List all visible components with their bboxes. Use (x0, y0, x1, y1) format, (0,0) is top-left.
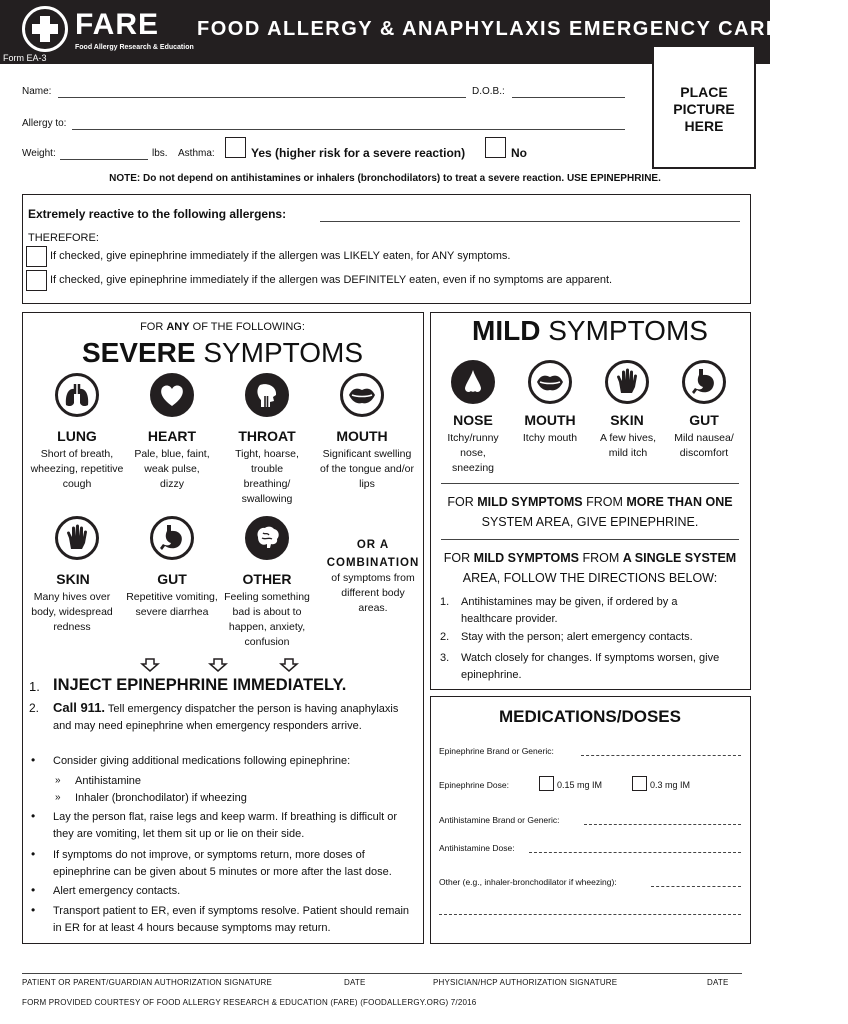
severe-area-desc: Repetitive vomiting, severe diarrhea (126, 591, 218, 618)
picture-label-line-1: PLACE (680, 84, 728, 100)
mouth-icon (528, 360, 572, 404)
mild-title: MILD SYMPTOMS (472, 315, 708, 346)
therefore-label: THEREFORE: (28, 232, 99, 244)
picture-placeholder[interactable] (652, 45, 756, 169)
sub-bullet-text: Antihistamine (75, 775, 142, 787)
mild-area-title: MOUTH (524, 412, 576, 428)
mild-area-title: SKIN (610, 412, 644, 428)
severe-area-desc: Pale, blue, faint, weak pulse, dizzy (134, 448, 210, 490)
page-title: FOOD ALLERGY & ANAPHYLAXIS EMERGENCY CARE PLAN (197, 18, 848, 40)
allergen-heading: Extremely reactive to the following allergens: (28, 207, 287, 221)
dose-015-checkbox[interactable] (539, 776, 554, 791)
epinephrine-brand-label: Epinephrine Brand or Generic: (439, 746, 554, 756)
down-arrow-icon (209, 658, 227, 672)
direction-number: 3. (440, 652, 450, 664)
allergy-to-field[interactable] (72, 129, 625, 130)
mild-area-desc: Itchy mouth (522, 432, 578, 444)
antihistamine-dose-field[interactable] (529, 852, 741, 853)
bullet: • (31, 753, 36, 767)
asthma-no-label: No (511, 146, 527, 160)
mild-symptoms-section (430, 312, 751, 690)
bullet: • (31, 809, 36, 823)
weight-label: Weight: (22, 148, 56, 159)
name-field[interactable] (58, 97, 466, 98)
step-2-text: Call 911. Tell emergency dispatcher the person is having anaphylaxis and may need epinephrine when emergency responders arrive. (53, 700, 399, 732)
lungs-icon (55, 373, 99, 417)
definitely-eaten-label: If checked, give epinephrine immediately if the allergen was DEFINITELY eaten, even if no symptoms are apparent. (50, 274, 613, 286)
hand-icon (55, 516, 99, 560)
antihistamine-brand-label: Antihistamine Brand or Generic: (439, 815, 560, 825)
for-any-heading: FOR ANY OF THE FOLLOWING: (140, 321, 305, 333)
direction-number: 1. (440, 596, 450, 608)
mild-area-desc: A few hives, mild itch (599, 432, 657, 459)
dob-field[interactable] (512, 97, 625, 98)
asthma-yes-checkbox[interactable] (225, 137, 246, 158)
heart-icon (150, 373, 194, 417)
severe-area-title: LUNG (57, 428, 97, 444)
physician-signature-label: PHYSICIAN/HCP AUTHORIZATION SIGNATURE (433, 978, 618, 987)
single-system-instruction: FOR MILD SYMPTOMS FROM A SINGLE SYSTEM AREA, FOLLOW THE DIRECTIONS BELOW: (443, 551, 737, 585)
picture-label-line-3: HERE (684, 118, 724, 134)
severe-area-title: OTHER (242, 571, 292, 587)
severe-area-title: MOUTH (336, 428, 388, 444)
divider (441, 539, 739, 540)
dose-03-checkbox[interactable] (632, 776, 647, 791)
picture-label-line-2: PICTURE (673, 101, 735, 117)
dob-label: D.O.B.: (472, 86, 505, 97)
bullet: • (31, 847, 36, 861)
fare-logo-icon (22, 6, 68, 52)
antihistamine-brand-field[interactable] (584, 824, 741, 825)
signature-line[interactable] (22, 973, 742, 974)
severe-area-desc: Tight, hoarse, trouble breathing/ swallowing (235, 448, 299, 505)
other-medication-field-2[interactable] (439, 914, 741, 915)
bullet-text: Alert emergency contacts. (53, 885, 181, 897)
bullet: • (31, 883, 36, 897)
bullet-text: Lay the person flat, raise legs and keep warm. If breathing is difficult or they are vomiting, let them sit up or lie on their side. (53, 811, 398, 840)
sub-bullet-marker: » (55, 775, 61, 786)
dose-015-label: 0.15 mg IM (557, 780, 603, 790)
direction-text: Stay with the person; alert emergency contacts. (461, 631, 693, 643)
asthma-label: Asthma: (178, 148, 215, 159)
epinephrine-note: NOTE: Do not depend on antihistamines or inhalers (bronchodilators) to treat a severe reaction. USE EPINEPHRINE. (109, 173, 661, 184)
patient-signature-label: PATIENT OR PARENT/GUARDIAN AUTHORIZATION SIGNATURE (22, 978, 273, 987)
severe-symptoms-section (22, 312, 424, 944)
stomach-icon (150, 516, 194, 560)
logo-wordmark: FARE (75, 8, 160, 41)
severe-area-desc: Feeling something bad is about to happen, anxiety, confusion (224, 591, 310, 648)
direction-text: Antihistamines may be given, if ordered by a healthcare provider. (461, 596, 678, 625)
severe-area-title: SKIN (56, 571, 90, 587)
allergen-section (22, 194, 751, 304)
severe-area-title: GUT (157, 571, 187, 587)
allergen-field[interactable] (320, 221, 740, 222)
sub-bullet-marker: » (55, 792, 61, 803)
definitely-eaten-checkbox[interactable] (26, 270, 47, 291)
courtesy-line: FORM PROVIDED COURTESY OF FOOD ALLERGY RESEARCH & EDUCATION (FARE) (FOODALLERGY.ORG) 7/2016 (22, 998, 477, 1007)
allergy-to-label: Allergy to: (22, 118, 67, 129)
mild-area-desc: Itchy/runny nose, sneezing (447, 432, 499, 474)
down-arrow-icon (141, 658, 159, 672)
physician-date-label: DATE (707, 978, 729, 987)
dose-03-label: 0.3 mg IM (650, 780, 691, 790)
bullet-text: If symptoms do not improve, or symptoms return, more doses of epinephrine can be given about 5 minutes or more after the last dose. (53, 849, 392, 878)
step-2-number: 2. (29, 701, 40, 715)
bullet-text: Transport patient to ER, even if symptoms resolve. Patient should remain in ER for at least 4 hours because symptoms may return. (53, 905, 410, 934)
divider (441, 483, 739, 484)
direction-text: Watch closely for changes. If symptoms worsen, give epinephrine. (461, 652, 720, 681)
bullet-text: Consider giving additional medications following epinephrine: (53, 755, 351, 767)
combination-desc: of symptoms from different body areas. (331, 572, 415, 614)
severe-area-title: HEART (147, 428, 197, 444)
sub-bullet-text: Inhaler (bronchodilator) if wheezing (75, 792, 247, 804)
multi-system-instruction: FOR MILD SYMPTOMS FROM MORE THAN ONE SYSTEM AREA, GIVE EPINEPHRINE. (447, 495, 733, 529)
likely-eaten-label: If checked, give epinephrine immediately if the allergen was LIKELY eaten, for ANY symptoms. (50, 250, 511, 262)
mild-area-desc: Mild nausea/ discomfort (674, 432, 734, 459)
weight-field[interactable] (60, 159, 148, 160)
epinephrine-brand-field[interactable] (581, 755, 741, 756)
medications-title: MEDICATIONS/DOSES (499, 707, 681, 726)
severe-area-title: THROAT (238, 428, 296, 444)
asthma-yes-label: Yes (higher risk for a severe reaction) (251, 146, 466, 160)
stomach-icon (682, 360, 726, 404)
severe-area-desc: Short of breath, wheezing, repetitive cough (30, 448, 124, 490)
epinephrine-dose-label: Epinephrine Dose: (439, 780, 509, 790)
brain-icon (245, 516, 289, 560)
step-1-number: 1. (29, 679, 40, 694)
logo-subtitle: Food Allergy Research & Education (75, 44, 194, 51)
severe-area-desc: Many hives over body, widespread redness (31, 591, 113, 633)
patient-date-label: DATE (344, 978, 366, 987)
form-id: Form EA-3 (3, 53, 47, 63)
step-1-text: INJECT EPINEPHRINE IMMEDIATELY. (53, 676, 347, 694)
likely-eaten-checkbox[interactable] (26, 246, 47, 267)
nose-icon (451, 360, 495, 404)
other-medication-label: Other (e.g., inhaler-bronchodilator if wheezing): (439, 877, 617, 887)
bullet: • (31, 903, 36, 917)
medications-section (430, 696, 751, 944)
mild-area-title: NOSE (453, 412, 493, 428)
direction-number: 2. (440, 631, 450, 643)
other-medication-field[interactable] (651, 886, 741, 887)
mild-area-title: GUT (689, 412, 719, 428)
name-label: Name: (22, 86, 52, 97)
combination-title: OR A COMBINATION (326, 539, 420, 569)
antihistamine-dose-label: Antihistamine Dose: (439, 843, 515, 853)
hand-icon (605, 360, 649, 404)
severe-title: SEVERE SYMPTOMS (81, 337, 364, 368)
throat-icon (245, 373, 289, 417)
mouth-icon (340, 373, 384, 417)
severe-area-desc: Significant swelling of the tongue and/or lips (320, 448, 414, 490)
asthma-no-checkbox[interactable] (485, 137, 506, 158)
down-arrow-icon (280, 658, 298, 672)
lbs-label: lbs. (152, 148, 168, 159)
